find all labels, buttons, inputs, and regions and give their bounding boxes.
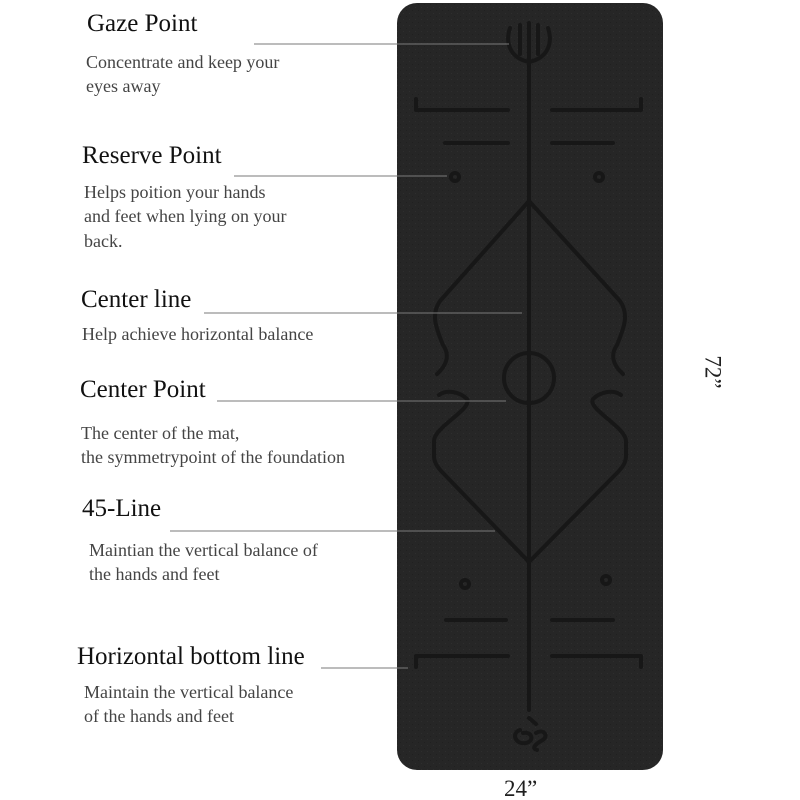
gaze-point-title: Gaze Point xyxy=(87,10,198,37)
horizontal-bottom-line-description: Maintain the vertical balance of the hands and feet xyxy=(84,682,294,727)
forty-five-line-title: 45-Line xyxy=(82,495,162,522)
gaze-point-description: Concentrate and keep your eyes away xyxy=(86,52,280,97)
forty-five-line-description: Maintian the vertical balance of the hands and feet xyxy=(89,540,318,585)
mat-width-label: 24” xyxy=(504,776,538,800)
reserve-point-description: Helps poition your hands and feet when lying on your back. xyxy=(84,182,287,251)
horizontal-bottom-line-title: Horizontal bottom line xyxy=(77,643,305,670)
center-point-description: The center of the mat, the symmetrypoint of the foundation xyxy=(81,423,345,468)
reserve-point-title: Reserve Point xyxy=(82,142,222,169)
center-line-title: Center line xyxy=(81,286,192,313)
center-point-title: Center Point xyxy=(80,376,206,403)
center-line-description: Help achieve horizontal balance xyxy=(82,324,314,344)
mat-length-label: 72” xyxy=(700,355,726,389)
